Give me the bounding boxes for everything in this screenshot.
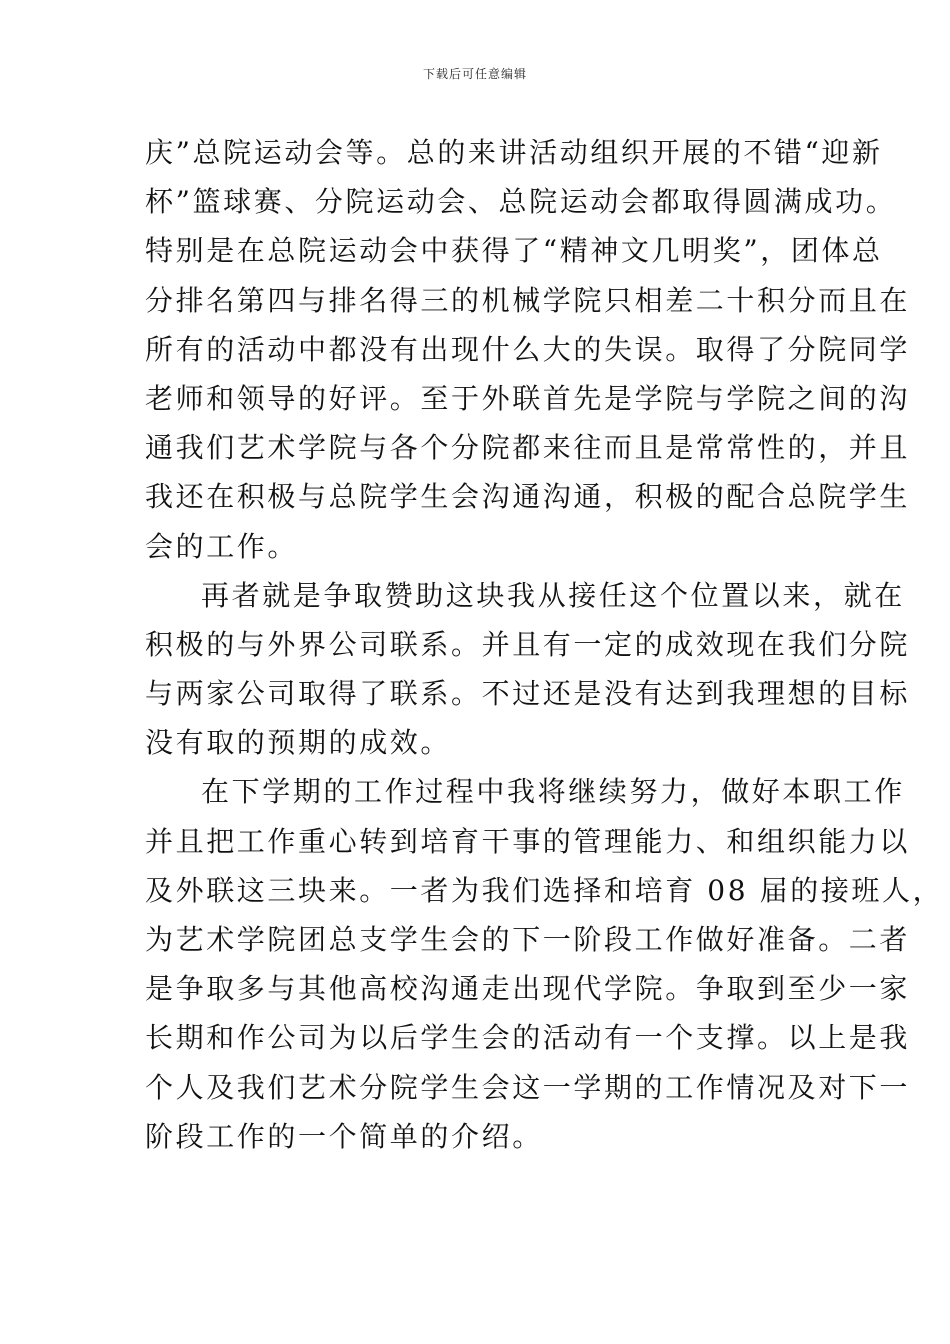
paragraph	[145, 128, 911, 571]
text-line: 老师和领导的好评。至于外联首先是学院与学院之间的沟	[145, 381, 911, 415]
page-header: 下载后可任意编辑	[422, 67, 527, 81]
text-line: 长期和作公司为以后学生会的活动有一个支撑。以上是我	[145, 1021, 911, 1055]
text-line: 通我们艺术学院与各个分院都来往而且是常常性的，并且	[145, 431, 911, 465]
text-line: 会的工作。	[145, 529, 299, 563]
text-line: 积极的与外界公司联系。并且有一定的成效现在我们分院	[145, 627, 911, 661]
text-line: 阶段工作的一个简单的介绍。	[145, 1119, 543, 1153]
text-line: 是争取多与其他高校沟通走出现代学院。争取到至少一家	[145, 972, 911, 1006]
text-line: 庆”总院运动会等。总的来讲活动组织开展的不错“迎新	[145, 136, 883, 169]
text-line: 个人及我们艺术分院学生会这一学期的工作情况及对下一	[145, 1070, 911, 1104]
text-line: 特别是在总院运动会中获得了“精神文几明奖”，团体总	[145, 234, 883, 268]
text-line: 没有取的预期的成效。	[145, 726, 452, 760]
text-line: 杯”篮球赛、分院运动会、总院运动会都取得圆满成功。	[145, 185, 897, 219]
text-line: 及外联这三块来。一者为我们选择和培育 08 届的接班人，	[145, 873, 944, 907]
text-line: 我还在积极与总院学生会沟通沟通，积极的配合总院学生	[145, 480, 911, 514]
document-body	[145, 128, 944, 1161]
paragraph	[145, 571, 911, 768]
text-line: 分排名第四与排名得三的机械学院只相差二十积分而且在	[145, 283, 911, 317]
text-line: 再者就是争取赞助这块我从接任这个位置以来，就在	[201, 578, 905, 612]
text-line: 为艺术学院团总支学生会的下一阶段工作做好准备。二者	[145, 923, 911, 956]
text-line: 并且把工作重心转到培育干事的管理能力、和组织能力以	[145, 824, 911, 858]
text-line: 在下学期的工作过程中我将继续努力，做好本职工作	[201, 775, 905, 809]
text-line: 与两家公司取得了联系。不过还是没有达到我理想的目标	[145, 677, 911, 711]
text-line: 所有的活动中都没有出现什么大的失误。取得了分院同学	[145, 332, 911, 366]
paragraph	[145, 767, 944, 1161]
